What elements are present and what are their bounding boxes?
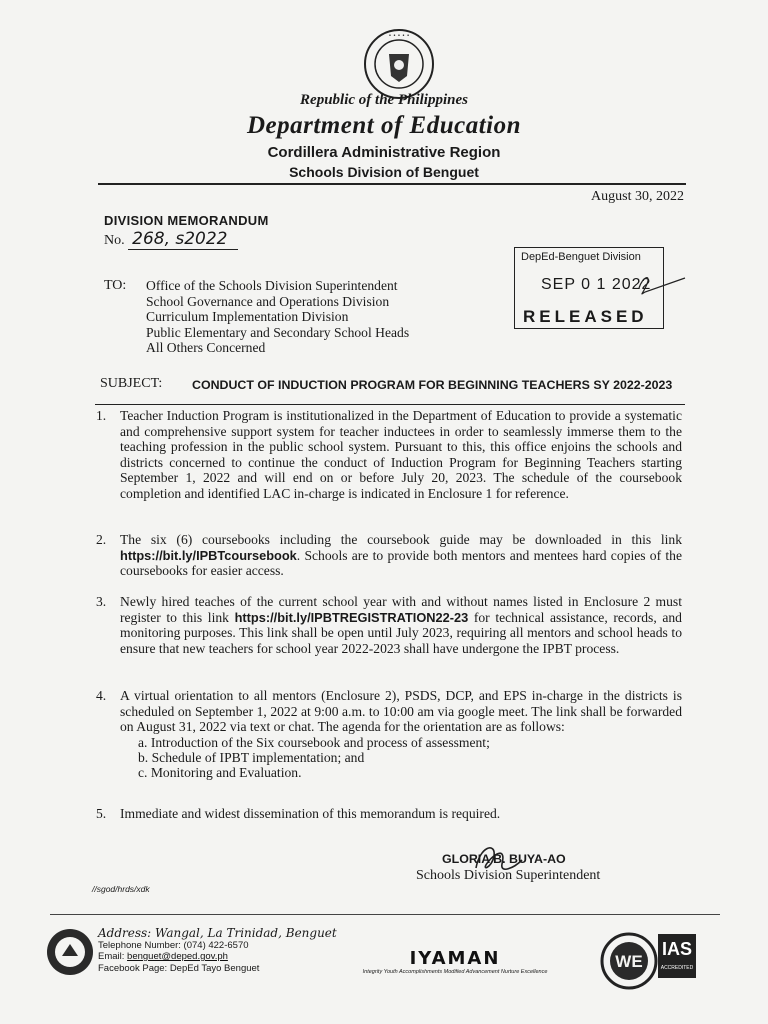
item-number: 1. <box>96 408 107 423</box>
reference-code: //sgod/hrds/xdk <box>92 884 150 894</box>
subject-divider <box>95 404 685 405</box>
recipient-item: Curriculum Implementation Division <box>146 309 349 325</box>
agenda-list <box>138 735 682 780</box>
to-label: TO: <box>104 278 127 293</box>
svg-text:• • • • •: • • • • • <box>388 33 410 39</box>
recipient-item: Public Elementary and Secondary School Heads <box>146 324 410 340</box>
agenda-item: a. Introduction of the Six coursebook and process of assessment; <box>138 734 490 750</box>
memo-item-5 <box>96 806 682 822</box>
stamp-date: SEP 0 1 2022 <box>541 276 652 293</box>
item-text: Teacher Induction Program is institutionalized in the Department of Education to provide a systematic and comprehensive support system for teacher inductees in order to seamlessly immerse them to the teaching profession in the public school system. Pursuant to this, this office enjoins the schools and districts concerned to continue the conduct of Induction Program for Beginning Teachers starting September 1, 2022 and will end on or before July 20, 2023. The schedule of the coursebook completion and identified LAC in-charge is indicated in Enclosure 1 for reference. <box>120 408 682 501</box>
memo-number-value: 268, s2022 <box>128 229 237 250</box>
stamp-status: RELEASED <box>523 307 648 326</box>
agenda-item: b. Schedule of IPBT implementation; and <box>138 749 365 765</box>
footer-email: Email: benguet@deped.gov.ph <box>98 951 228 962</box>
signatory-title: Schools Division Superintendent <box>416 868 601 883</box>
memo-number-label: No. <box>104 233 125 248</box>
iyaman-logo <box>344 948 566 975</box>
memo-date: August 30, 2022 <box>591 189 684 204</box>
item-text: Immediate and widest dissemination of this memorandum is required. <box>120 806 501 821</box>
footer-contact <box>98 928 337 974</box>
recipient-item: All Others Concerned <box>146 340 266 356</box>
memo-item-1 <box>96 408 682 502</box>
email-link[interactable]: benguet@deped.gov.ph <box>127 951 228 962</box>
registration-link[interactable]: https://bit.ly/IPBTREGISTRATION22-23 <box>234 609 469 625</box>
iyaman-wordmark: IYAMAN <box>409 948 501 969</box>
recipient-item: School Governance and Operations Division <box>146 293 390 309</box>
released-stamp <box>514 247 664 329</box>
memo-item-3 <box>96 594 682 656</box>
republic-heading: Republic of the Philippines <box>300 92 468 108</box>
item-number: 5. <box>96 806 107 821</box>
ias-accredited-logo <box>658 934 696 978</box>
footer-address: Address: Wangal, La Trinidad, Benguet <box>98 926 337 940</box>
region-heading: Cordillera Administrative Region <box>267 144 501 161</box>
footer-divider <box>50 914 720 915</box>
item-number: 2. <box>96 532 107 547</box>
we-logo <box>600 932 658 990</box>
signatory-name: GLORIA B. BUYA-AO <box>442 852 566 866</box>
memo-title: DIVISION MEMORANDUM <box>104 213 269 228</box>
stamp-signature-mark <box>637 270 687 300</box>
header-divider <box>98 183 686 185</box>
division-logo <box>46 928 94 976</box>
item-text: The six (6) coursebooks including the coursebook guide may be downloaded in this link https://bit.ly/IPBTcoursebook. Schools are to provide both mentors and mentees hard copies of the coursebooks for easier access. <box>120 532 682 579</box>
department-heading: Department of Education <box>246 112 521 139</box>
subject-label: SUBJECT: <box>100 376 163 391</box>
memo-item-4 <box>96 688 682 780</box>
item-text: Newly hired teaches of the current school year with and without names listed in Enclosure 2 must register to this link https://bit.ly/IPBTREGISTRATION22-23 for technical assistance, records, and monitoring purposes. This link shall be open until July 2023, requiring all mentors and school heads to ensure that new teachers for school year 2022-2023 shall have undergone the IPBT process. <box>120 594 682 656</box>
deped-seal-logo <box>363 28 435 100</box>
memo-number <box>104 229 238 249</box>
ias-logo-text: IAS <box>661 939 692 959</box>
recipient-list <box>146 278 409 356</box>
coursebook-link[interactable]: https://bit.ly/IPBTcoursebook <box>120 547 297 563</box>
item-number: 4. <box>96 688 107 703</box>
stamp-office: DepEd-Benguet Division <box>521 251 641 263</box>
subject-text: CONDUCT OF INDUCTION PROGRAM FOR BEGINNING TEACHERS SY 2022-2023 <box>192 378 673 392</box>
agenda-item: c. Monitoring and Evaluation. <box>138 764 302 780</box>
division-heading: Schools Division of Benguet <box>289 164 479 180</box>
item-number: 3. <box>96 594 107 609</box>
footer-telephone: Telephone Number: (074) 422-6570 <box>98 939 249 951</box>
memo-item-2 <box>96 532 682 579</box>
footer-facebook: Facebook Page: DepEd Tayo Benguet <box>98 962 260 974</box>
we-logo-text: WE <box>615 952 643 971</box>
iyaman-tagline: Integrity Youth Accomplishments Modified Advancement Nurture Excellence <box>362 969 548 975</box>
ias-logo-sub: ACCREDITED <box>660 965 694 971</box>
item-text: A virtual orientation to all mentors (Enclosure 2), PSDS, DCP, and EPS in-charge in the districts is scheduled on September 1, 2022 at 9:00 a.m. to 10:00 am via google meet. The link shall be forwarded on August 31, 2022 via text or chat. The agenda for the orientation are as follows: a. Introduction of the Six coursebook and process of assessment; b. Schedule of IPBT implementation; and c. Monitoring and Evaluation. <box>120 688 682 780</box>
recipient-item: Office of the Schools Division Superintendent <box>146 278 398 293</box>
